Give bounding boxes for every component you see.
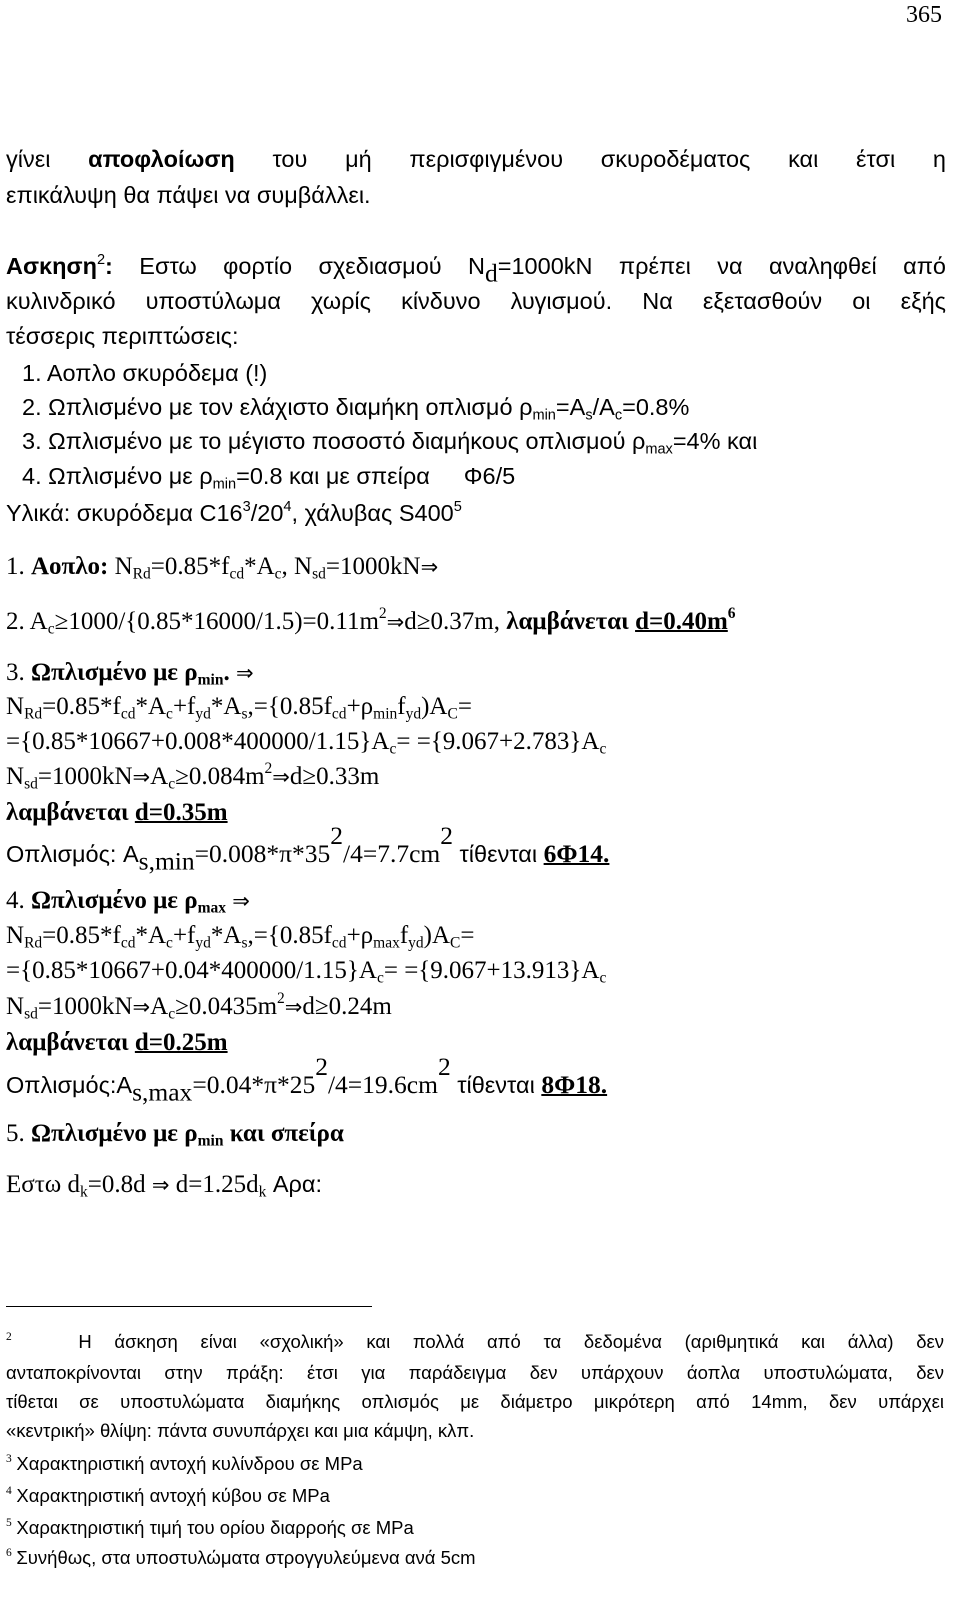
exercise-line-2: κυλινδρικό υποστύλωμα χωρίς κίνδυνο λυγισμού. Να εξετασθούν οι εξής [6, 288, 946, 314]
solution-3-line-3: $N_{sd}=1000kN\Rightarrow A_c\ge 0.084m^2\Rightarrow d\ge 0.33m$ [6, 760, 380, 793]
solution-2: 2. $A_c\ge 1000/\{0.85*16000/1.5)=0.11m^2\Rightarrow d\ge 0.37m$, λαμβάνεται $d=0.40m^6$ [6, 605, 736, 638]
solution-4-heading: 4. Ωπλισμένο με $\rho_{max}$ ⇒ [6, 887, 250, 917]
implies-icon: ⇒ [151, 1173, 170, 1197]
footnote-4: $^4$ Χαρακτηριστική αντοχή κύβου σε MPa [6, 1484, 330, 1506]
footnote-2-line-4: «κεντρική» θλίψη: πάντα συνυπάρχει και μια κάμψη, κλπ. [6, 1420, 475, 1442]
case-2: 2. Ωπλισμένο με τον ελάχιστο διαμήκη οπλισμό $\rho_{min}=A_s/A_c=0.8\%$ [22, 394, 690, 424]
case-1: 1. Αοπλο σκυρόδεμα (!) [22, 360, 268, 386]
geq-icon: ≥ [54, 608, 69, 635]
materials: Υλικά: σκυρόδεμα $C16^3/20^4$, χάλυβας $S400^5$ [6, 498, 462, 526]
exercise-line-3: τέσσερις περιπτώσεις: [6, 323, 239, 349]
implies-icon: ⇒ [420, 555, 439, 579]
footnote-separator [6, 1306, 372, 1307]
footnote-6: $^6$ Συνήθως, στα υποστυλώματα στρογγυλεύμενα ανά 5cm [6, 1546, 476, 1568]
footnote-2-line-2: ανταποκρίνονται στην πράξη: έτσι για παράδειγμα δεν υπάρχουν άοπλα υποστυλώματα, δεν [6, 1362, 944, 1384]
implies-icon: ⇒ [272, 765, 290, 789]
solution-4-line-2: $=\{0.85*10667+0.04*400000/1.15\}A_c= =\{9.067+13.913\}A_c$ [6, 957, 607, 987]
solution-4-line-1: $N_{Rd}=0.85*f_{cd}*A_c+f_{yd}*A_s,=\{0.85f_{cd}+\rho_{max}f_{yd})A_C=$ [6, 922, 475, 952]
page-number: 365 [906, 2, 942, 28]
footnote-3: $^3$ Χαρακτηριστική αντοχή κυλίνδρου σε MPa [6, 1452, 363, 1474]
exercise-line-1: Ασκηση$^2$: Εστω φορτίο σχεδιασμού $N_d=1000kN$ πρέπει να αναληφθεί από [6, 251, 947, 288]
implies-icon: ⇒ [386, 610, 405, 634]
footnote-2-line-3: τίθεται σε υποστυλώματα διαμήκης οπλισμός με διάμετρο μικρότερη από 14mm, δεν υπάρχει [6, 1391, 944, 1413]
implies-icon: ⇒ [132, 765, 151, 789]
implies-icon: ⇒ [284, 995, 303, 1019]
intro-line-2: επικάλυψη θα πάψει να συμβάλλει. [6, 182, 371, 208]
footnote-2 [6, 1330, 944, 1443]
implies-icon: ⇒ [235, 661, 254, 685]
solution-5-line-1: Εστω $d_k=0.8d$ ⇒ $d=1.25d_k$ Αρα: [6, 1171, 323, 1201]
solution-1: 1. Αοπλο: $N_{Rd}=0.85*f_{cd}*A_c$, $N_{sd}=1000kN\Rightarrow$ [6, 553, 439, 583]
solution-3-heading: 3. Ωπλισμένο με $\rho_{min}$. ⇒ [6, 659, 254, 689]
solution-3-line-1: $N_{Rd}=0.85*f_{cd}*A_c+f_{yd}*A_s,=\{0.85f_{cd}+\rho_{min}f_{yd})A_C=$ [6, 693, 472, 723]
solution-4-line-3: $N_{sd}=1000kN\Rightarrow A_c\ge 0.0435m^2\Rightarrow d\ge 0.24m$ [6, 990, 392, 1023]
intro-line-1: γίνει αποφλοίωση του μή περισφιγμένου σκυροδέματος και έτσι η [6, 146, 946, 172]
case-3: 3. Ωπλισμένο με το μέγιστο ποσοστό διαμήκους οπλισμού $\rho_{max}=4\%$ και [22, 428, 758, 458]
solution-5-heading: 5. Ωπλισμένο με $\rho_{min}$ και σπείρα [6, 1120, 344, 1150]
case-4: 4. Ωπλισμένο με $\rho_{min}=0.8$ και με σπείρα Φ6/5 [22, 463, 516, 493]
geq-icon: ≥ [416, 608, 431, 635]
solution-3-rebar: Οπλισμός: $A_{s,min}=0.008*\pi*35^2/4=7.7cm^2$ τίθενται 6Φ14. [6, 821, 610, 876]
solution-3-line-2: $=\{0.85*10667+0.008*400000/1.15\}A_c= =\{9.067+2.783\}A_c$ [6, 728, 607, 758]
solution-4-adopt: λαμβάνεται d=0.25m [6, 1029, 228, 1056]
geq-icon: ≥ [314, 993, 329, 1020]
geq-icon: ≥ [175, 993, 189, 1020]
solution-4-rebar: $O\pi\lambda\iota\sigma\mu ό\varsigma:A_{s,max}=0.04*\pi*25^2/4=19.6cm^2$ τίθενται 8Φ18. [6, 1052, 608, 1107]
solution-3-adopt: λαμβάνεται d=0.35m [6, 799, 228, 826]
implies-icon: ⇒ [132, 995, 151, 1019]
footnote-2-line-1: $^2$ Η άσκηση είναι «σχολική» και πολλά από τα δεδομένα (αριθμητικά και άλλα) δεν [6, 1330, 945, 1352]
footnote-5: $^5$ Χαρακτηριστική τιμή του ορίου διαρροής σε MPa [6, 1516, 414, 1538]
implies-icon: ⇒ [232, 889, 250, 913]
geq-icon: ≥ [175, 763, 189, 790]
geq-icon: ≥ [302, 763, 317, 790]
